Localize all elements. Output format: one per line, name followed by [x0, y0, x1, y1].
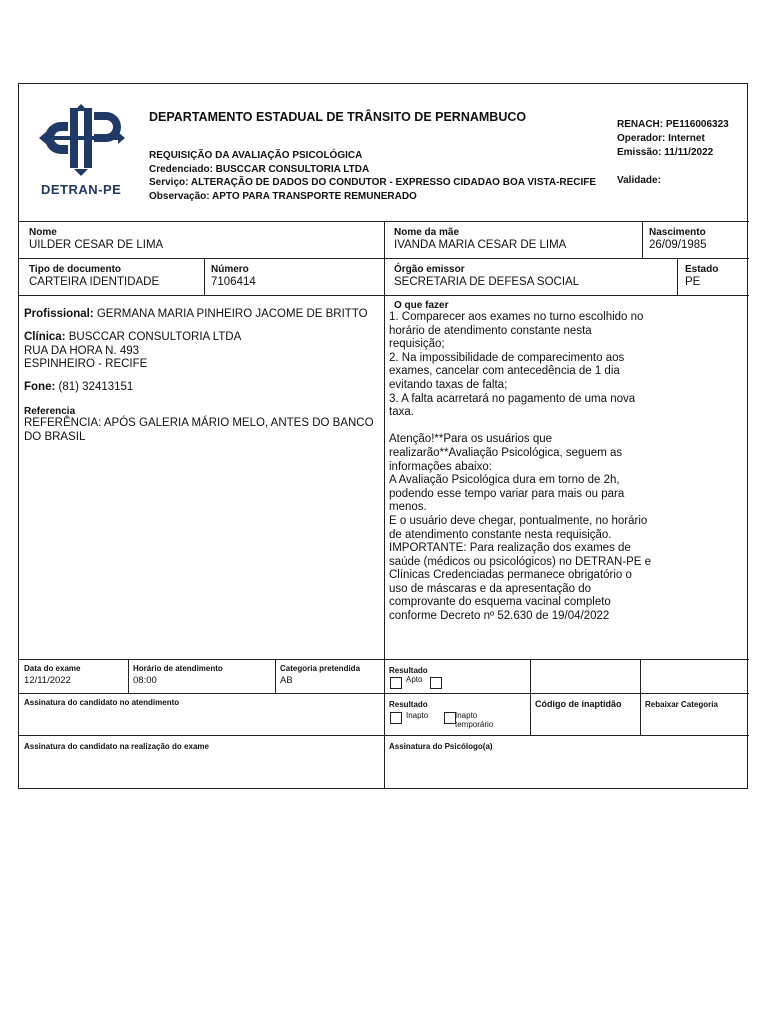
mae-value: IVANDA MARIA CESAR DE LIMA	[394, 239, 567, 251]
referencia-label: Referencia	[24, 406, 76, 417]
orgao-value: SECRETARIA DE DEFESA SOCIAL	[394, 276, 580, 288]
referencia-value: REFERÊNCIA: APÓS GALERIA MÁRIO MELO, ANTES DO BANCO DO BRASIL	[24, 417, 374, 443]
inapto-label: Inapto	[406, 711, 429, 720]
mae-label: Nome da mãe	[394, 227, 460, 238]
page-title: DEPARTAMENTO ESTADUAL DE TRÂNSITO DE PERNAMBUCO	[149, 110, 527, 124]
apto-checkbox[interactable]	[390, 677, 402, 689]
endereco-line-1: RUA DA HORA N. 493	[24, 344, 140, 357]
divider	[204, 258, 205, 295]
numero-value: 7106414	[211, 276, 256, 288]
servico-text: Serviço: ALTERAÇÃO DE DADOS DO CONDUTOR - EXPRESSO CIDADAO BOA VISTA-RECIFE	[149, 177, 597, 188]
categoria-value: AB	[280, 675, 293, 686]
inapto-checkbox[interactable]	[390, 712, 402, 724]
fone-value: (81) 32413151	[58, 381, 134, 393]
estado-value: PE	[685, 276, 701, 288]
profissional-block	[24, 308, 379, 322]
endereco-line-2: ESPINHEIRO - RECIFE	[24, 358, 148, 371]
requisition-form	[18, 83, 748, 789]
categoria-label: Categoria pretendida	[280, 664, 361, 673]
data-exame-label: Data do exame	[24, 664, 81, 673]
tipo-doc-label: Tipo de documento	[29, 264, 122, 275]
fone-label: Fone:	[24, 381, 56, 393]
codigo-inaptidao-label: Código de inaptidão	[535, 699, 622, 709]
tipo-doc-value: CARTEIRA IDENTIDADE	[29, 276, 160, 288]
divider	[642, 221, 643, 258]
logo-text: DETRAN-PE	[41, 182, 122, 197]
clinica-label: Clínica:	[24, 331, 66, 343]
divider	[275, 659, 276, 693]
numero-label: Número	[211, 264, 249, 275]
detran-logo-icon	[39, 104, 129, 176]
estado-label: Estado	[685, 264, 719, 275]
rebaixar-categoria-label: Rebaixar Categoria	[645, 700, 718, 709]
orgao-label: Órgão emissor	[394, 264, 465, 275]
renach-text: RENACH: PE116006323	[617, 119, 729, 130]
validade-text: Validade:	[617, 175, 661, 186]
assinatura-psicologo-label: Assinatura do Psicólogo(a)	[389, 742, 493, 751]
nascimento-value: 26/09/1985	[649, 239, 707, 251]
profissional-value: GERMANA MARIA PINHEIRO JACOME DE BRITTO	[96, 308, 368, 320]
nascimento-label: Nascimento	[649, 227, 706, 238]
divider	[384, 221, 385, 789]
divider	[530, 659, 531, 735]
data-exame-value: 12/11/2022	[24, 675, 71, 686]
divider	[677, 258, 678, 295]
horario-value: 08:00	[133, 675, 157, 686]
requisicao-text: REQUISIÇÃO DA AVALIAÇÃO PSICOLÓGICA	[149, 150, 363, 161]
fone-block	[24, 381, 133, 393]
nome-label: Nome	[29, 227, 57, 238]
resultado2-label: Resultado	[389, 700, 428, 709]
emissao-text: Emissão: 11/11/2022	[617, 147, 714, 158]
nome-value: UILDER CESAR DE LIMA	[29, 239, 164, 251]
profissional-label: Profissional:	[24, 308, 94, 320]
apto-extra-checkbox[interactable]	[430, 677, 442, 689]
observacao-text: Observação: APTO PARA TRANSPORTE REMUNERADO	[149, 190, 417, 202]
inapto-temporario-label: Inapto temporário	[455, 711, 494, 729]
divider	[128, 659, 129, 693]
resultado-label: Resultado	[389, 666, 428, 675]
operador-text: Operador: Internet	[617, 133, 705, 144]
header-meta	[617, 118, 729, 188]
clinica-block	[24, 331, 379, 372]
assinatura-exame-label: Assinatura do candidato na realização do exame	[24, 742, 209, 751]
assinatura-atendimento-label: Assinatura do candidato no atendimento	[24, 698, 180, 707]
instructions-text: 1. Comparecer aos exames no turno escolhido no horário de atendimento constante nesta requisição; 2. Na impossibilidade de comparecimento aos exames, cancelar com antecedência de 1 dia evitando taxas de falta; 3. A falta acarretará no pagamento de uma nova taxa. Atenção!**Para os usuários que realizarão**Avaliação Psicológica, seguem as informações abaixo: A Avaliação Psicológica dura em torno de 2h, podendo esse tempo variar para mais ou para menos. E o usuário deve chegar, pontualmente, no horário de atendimento constante nesta requisição. IMPORTANTE: Para realização dos exames de saúde (médicos ou psicológicos) no DETRAN-PE e Clínicas Credenciadas permanece obrigatório o uso de máscaras e da apresentação do comprovante do esquema vacinal completo conforme Decreto nº 52.630 de 19/04/2022	[389, 311, 652, 623]
o-que-fazer-label: O que fazer	[394, 300, 449, 311]
header-details	[149, 149, 596, 203]
credenciado-text: Credenciado: BUSCCAR CONSULTORIA LTDA	[149, 163, 370, 175]
divider	[640, 659, 641, 735]
clinica-value: BUSCCAR CONSULTORIA LTDA	[68, 331, 242, 343]
apto-label: Apto	[406, 675, 423, 684]
horario-label: Horário de atendimento	[133, 664, 223, 673]
